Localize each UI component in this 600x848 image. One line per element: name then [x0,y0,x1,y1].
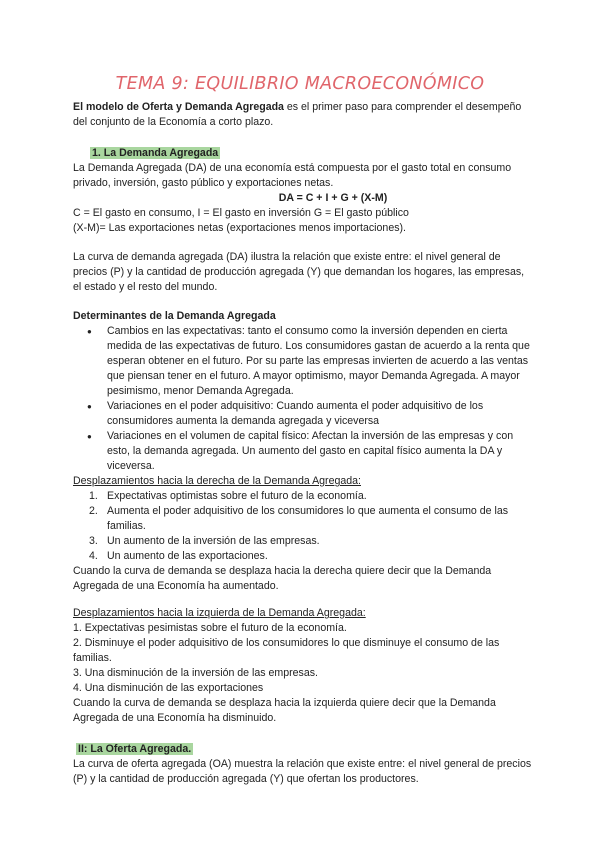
da-definitions-1: C = El gasto en consumo, I = El gasto en inversión G = El gasto público [73,207,409,219]
list-item: 2. Disminuye el poder adquisitivo de los consumidores lo que disminuye el consumo de las familias. [73,637,500,664]
da-definitions-2: (X-M)= Las exportaciones netas (exportaciones menos importaciones). [73,222,406,234]
list-text: Expectativas optimistas sobre el futuro de la economía. [107,490,367,502]
oa-definition: La curva de oferta agregada (OA) muestra la relación que existe entre: el nivel general de precios (P) y la cantidad de producción agregada (Y) que ofertan los productores. [73,758,532,785]
section-1-heading-line [73,146,533,161]
list-item: 3. Una disminución de la inversión de las empresas. [73,667,318,679]
section-1-heading: 1. La Demanda Agregada [92,147,219,159]
list-item [89,504,533,534]
list-item: ● Variaciones en el volumen de capital físico: Afectan la inversión de las empresas y con esto, la demanda agregada. Un aumento del gasto en capital físico aumenta la DA y viceversa. [107,429,533,474]
page-title: TEMA 9: EQUILIBRIO MACROECONÓMICO [115,74,485,94]
right-shifts-conclusion: Cuando la curva de demanda se desplaza hacia la derecha quiere decir que la Demanda Agregada de una Economía ha aumentado. [73,565,492,592]
list-item: ● Cambios en las expectativas: tanto el consumo como la inversión dependen en cierta medida de las expectativas de futuro. Los consumidores gastan de acuerdo a la renta que esperan obtener en el futuro. Por su parte las empresas invierten de acuerdo a las ventas que piensan tener en el futuro. A mayor optimismo, mayor Demanda Agregada. A mayor pesimismo, menor Demanda Agregada. [107,324,533,399]
determinants-heading: Determinantes de la Demanda Agregada [73,310,276,322]
da-curve-paragraph: La curva de demanda agregada (DA) ilustra la relación que existe entre: el nivel general de precios (P) y la cantidad de producción agregada (Y) que demandan los hogares, las empresas, el estado y el resto del mundo. [73,251,525,293]
left-shifts-conclusion: Cuando la curva de demanda se desplaza hacia la izquierda quiere decir que la Demanda Agregada de una Economía ha disminuido. [73,697,496,724]
list-item: 4. Una disminución de las exportaciones [73,682,264,694]
right-shifts-list [73,489,533,564]
intro-bold: El modelo de Oferta y Demanda Agregada [73,101,284,113]
list-item: ● Variaciones en el poder adquisitivo: Cuando aumenta el poder adquisitivo de los consumidores aumenta la demanda agregada y viceversa [107,399,533,429]
list-item [89,534,533,549]
section-2-heading: II: La Oferta Agregada. [78,743,192,755]
document-body [73,100,533,787]
list-number: 4. [89,550,98,562]
determinants-list [73,324,533,474]
da-definition: La Demanda Agregada (DA) de una economía está compuesta por el gasto total en consumo privado, inversión, gasto público y exportaciones netas. [73,162,512,189]
right-shifts-heading: Desplazamientos hacia la derecha de la Demanda Agregada: [73,475,361,487]
section-2-heading-line [73,742,533,757]
left-shifts-heading: Desplazamientos hacia la izquierda de la Demanda Agregada: [73,607,366,619]
list-text: Aumenta el poder adquisitivo de los consumidores lo que aumenta el consumo de las familias. [107,505,509,532]
list-number: 3. [89,535,98,547]
list-item [89,549,533,564]
intro-text: es el primer paso para comprender el desempeño del conjunto de la Economía a corto plazo. [73,101,522,128]
list-text: Un aumento de las exportaciones. [107,550,268,562]
list-text: Un aumento de la inversión de las empresas. [107,535,320,547]
list-number: 1. [89,490,98,502]
intro-paragraph [73,100,533,130]
da-formula: DA = C + I + G + (X-M) [278,192,388,204]
list-item: 1. Expectativas pesimistas sobre el futuro de la economía. [73,622,347,634]
list-number: 2. [89,505,98,517]
list-item [89,489,533,504]
